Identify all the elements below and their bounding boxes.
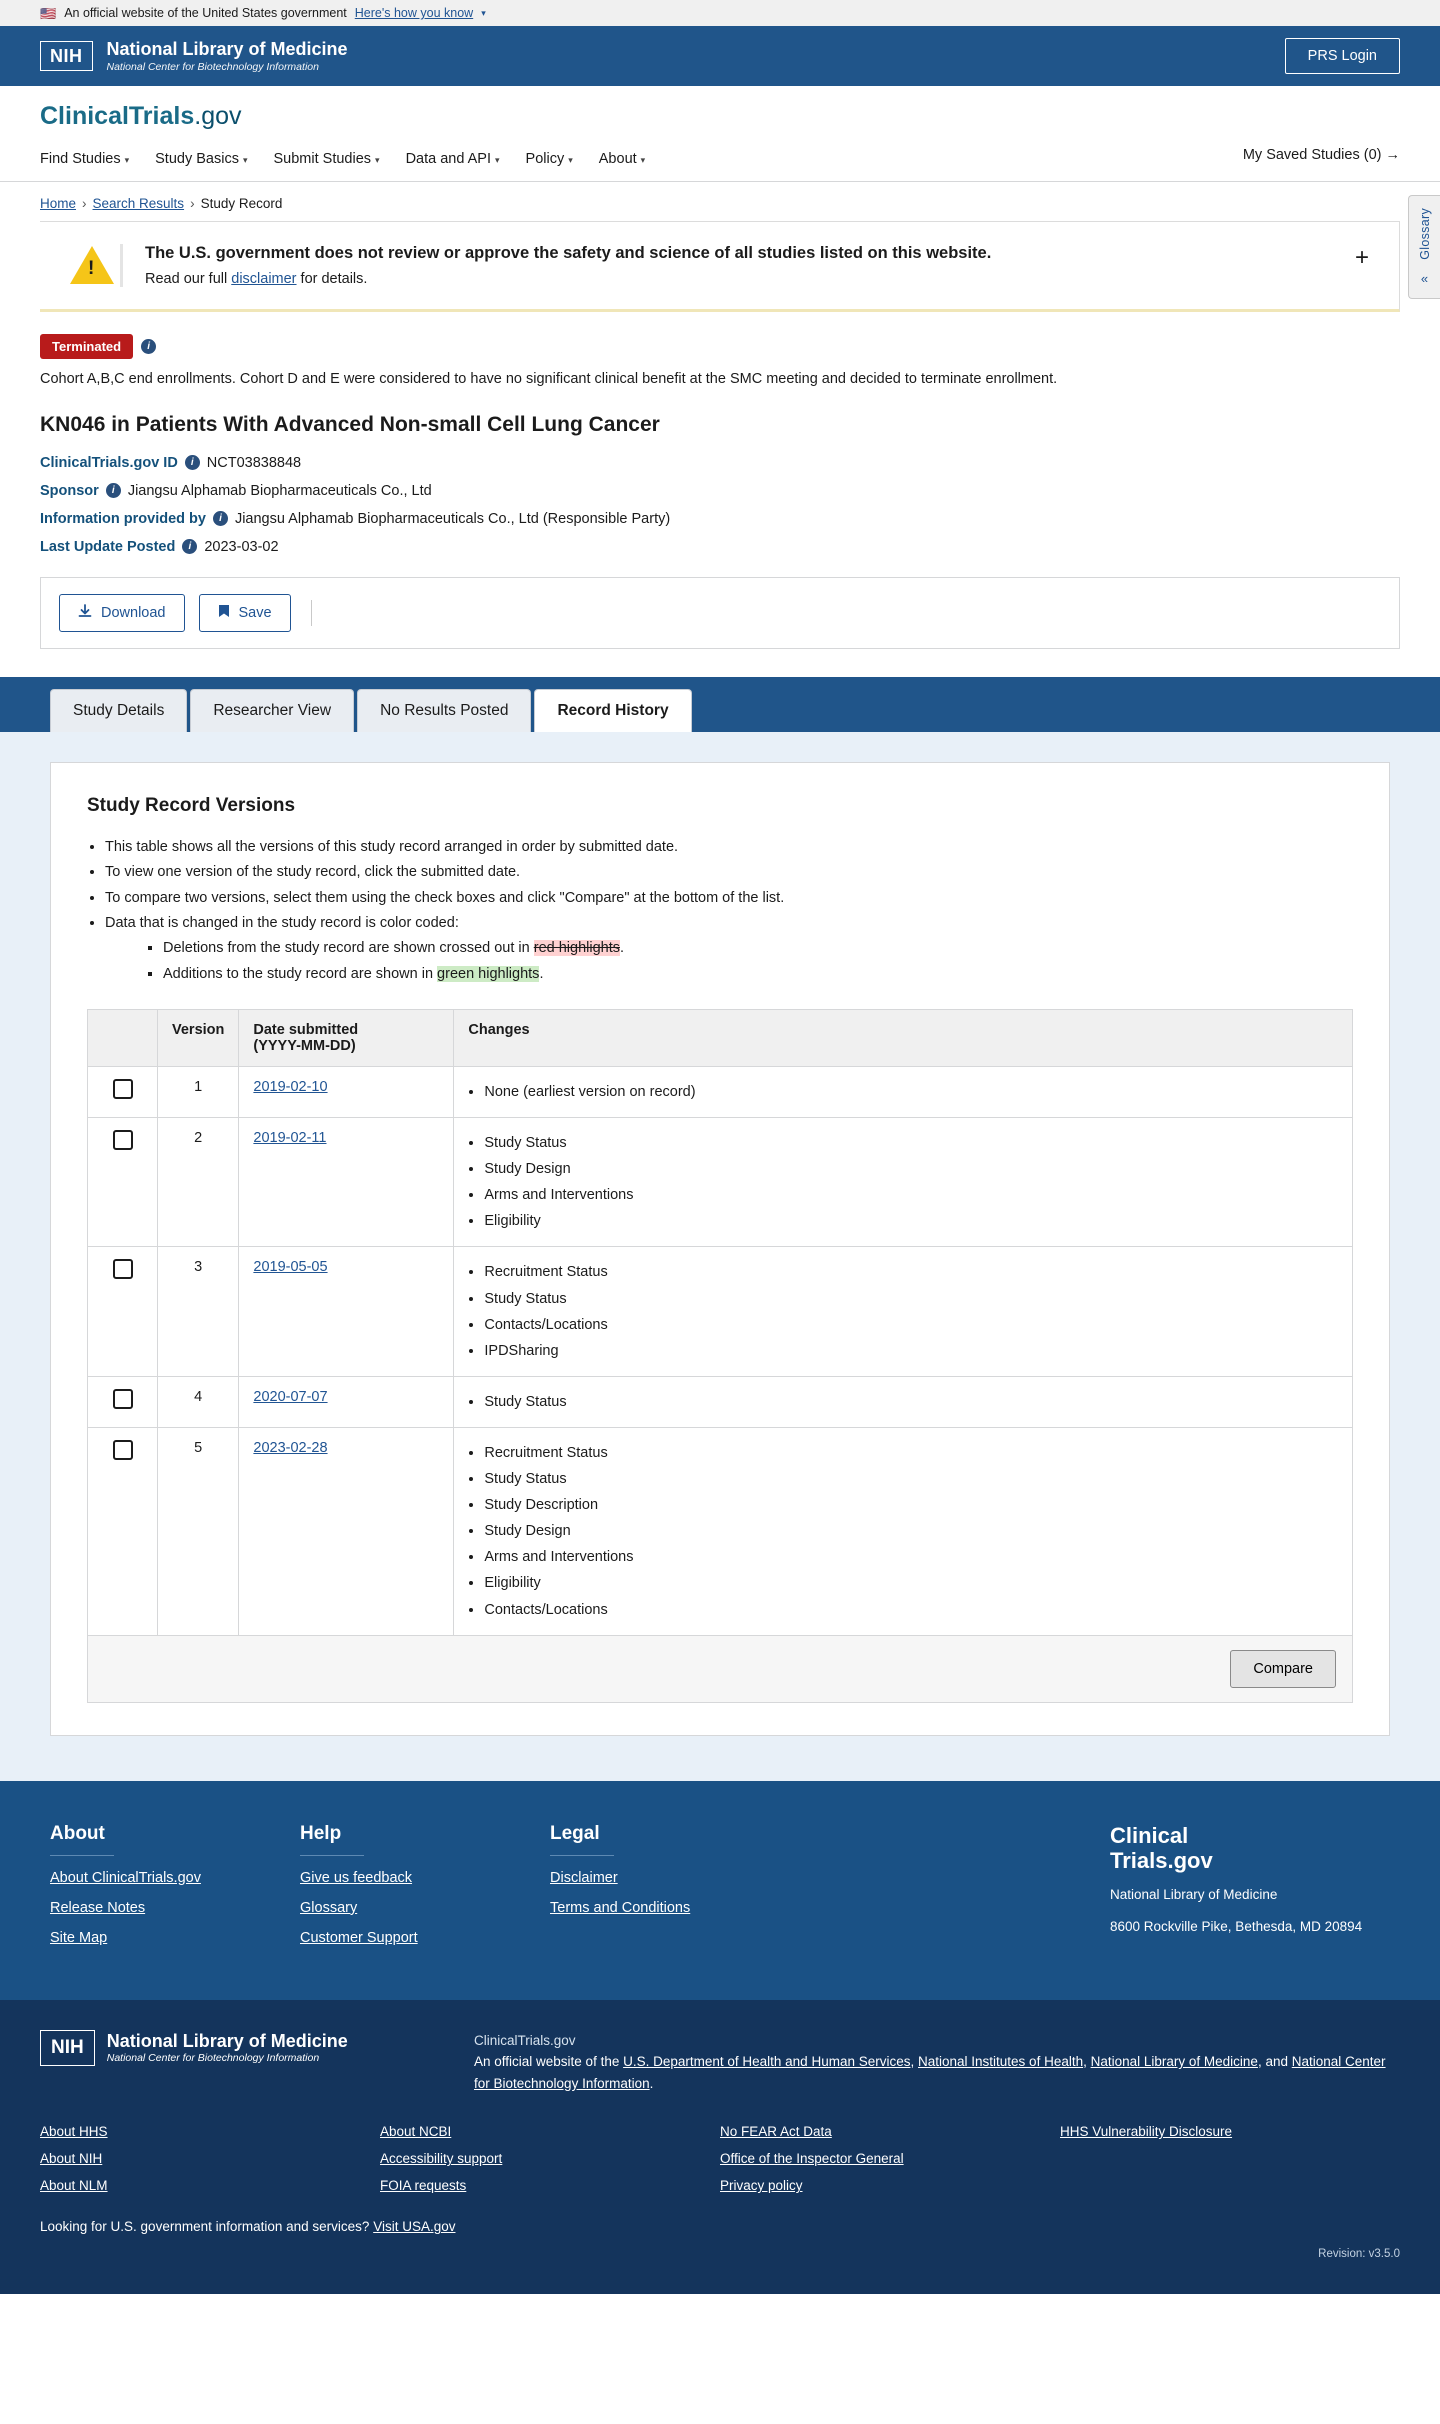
gov-banner bbox=[0, 0, 1440, 26]
version-date-link[interactable]: 2019-05-05 bbox=[253, 1259, 328, 1276]
row-date[interactable] bbox=[239, 1427, 454, 1635]
chevron-down-icon: ▾ bbox=[640, 155, 646, 165]
row-version: 4 bbox=[158, 1376, 239, 1427]
tab-bar bbox=[0, 677, 1440, 732]
row-version: 5 bbox=[158, 1427, 239, 1635]
footer-link-about-ncbi[interactable]: About NCBI bbox=[380, 2124, 452, 2140]
section-heading: Study Record Versions bbox=[87, 794, 296, 816]
changes-list bbox=[484, 1259, 1338, 1363]
info-icon[interactable]: i bbox=[182, 539, 197, 554]
nav-item-find-studies[interactable] bbox=[40, 143, 129, 181]
action-bar bbox=[40, 577, 1400, 649]
divider bbox=[50, 1855, 114, 1856]
footer-link-customer-support[interactable]: Customer Support bbox=[300, 1929, 418, 1946]
version-date-link[interactable]: 2019-02-10 bbox=[253, 1079, 328, 1095]
row-checkbox-cell[interactable] bbox=[88, 1427, 158, 1635]
disclaimer-link[interactable]: disclaimer bbox=[231, 271, 297, 287]
row-date[interactable] bbox=[239, 1247, 454, 1376]
green-highlight-sample: green highlights bbox=[437, 965, 540, 982]
version-checkbox[interactable] bbox=[113, 1389, 133, 1409]
nav-label: Data and API bbox=[405, 151, 492, 167]
gov-banner-text: An official website of the United States government bbox=[64, 6, 347, 20]
disclaimer-body bbox=[120, 244, 1349, 287]
footer-official-text bbox=[474, 2030, 1400, 2095]
tab-study-details[interactable]: Study Details bbox=[50, 689, 187, 732]
link-nih[interactable]: National Institutes of Health bbox=[918, 2054, 1084, 2070]
breadcrumb-search-results[interactable]: Search Results bbox=[92, 196, 185, 211]
change-item: • Study Status bbox=[484, 1130, 1338, 1156]
footer-column-legal bbox=[550, 1823, 800, 1960]
chevron-down-icon[interactable]: ▾ bbox=[481, 7, 486, 18]
meta-nct-id bbox=[40, 455, 1400, 471]
main-nav bbox=[40, 143, 645, 181]
compare-row bbox=[87, 1636, 1353, 1703]
divider bbox=[550, 1855, 614, 1856]
instruction-item: • This table shows all the versions of this study record arranged in order by submitted date. bbox=[105, 835, 1353, 860]
record-history-panel-wrap bbox=[0, 732, 1440, 1781]
row-version: 1 bbox=[158, 1067, 239, 1118]
footer-link-spacer bbox=[1060, 2178, 1400, 2193]
warning-icon bbox=[64, 244, 120, 284]
save-button[interactable] bbox=[199, 594, 291, 632]
save-label: Save bbox=[238, 604, 272, 621]
red-highlight-sample: red highlights bbox=[533, 940, 620, 957]
nav-item-data-and-api[interactable] bbox=[406, 143, 500, 181]
footer-column-help bbox=[300, 1823, 550, 1960]
change-item: • Arms and Interventions bbox=[484, 1544, 1338, 1570]
footer-link-about-clinicaltrials[interactable]: About ClinicalTrials.gov bbox=[50, 1869, 201, 1886]
deletion-suffix: . bbox=[619, 940, 625, 957]
footer-link-spacer bbox=[1060, 2151, 1400, 2166]
row-date[interactable] bbox=[239, 1376, 454, 1427]
footer-brand-line2: Trials.gov bbox=[1110, 1847, 1213, 1873]
change-item: • Eligibility bbox=[484, 1570, 1338, 1596]
chevron-down-icon: ▾ bbox=[375, 155, 380, 165]
info-icon[interactable]: i bbox=[185, 455, 200, 470]
row-changes bbox=[454, 1427, 1353, 1635]
nav-item-study-basics[interactable] bbox=[155, 143, 247, 181]
footer-link-about-nih[interactable]: About NIH bbox=[40, 2151, 103, 2167]
revision-label: Revision: v3.5.0 bbox=[1318, 2248, 1400, 2261]
footer-brand bbox=[1110, 1823, 1390, 1960]
nav-label: About bbox=[598, 151, 637, 167]
versions-table bbox=[87, 1009, 1353, 1636]
meta-value: NCT03838848 bbox=[206, 454, 302, 471]
change-item: • None (earliest version on record) bbox=[484, 1079, 1338, 1105]
header-date-line1: Date submitted bbox=[253, 1022, 359, 1038]
brand-suffix: .gov bbox=[194, 102, 242, 130]
table-row bbox=[88, 1376, 1353, 1427]
footer-link-disclaimer[interactable]: Disclaimer bbox=[550, 1869, 618, 1886]
nav-label: Submit Studies bbox=[273, 151, 372, 167]
disclaimer-banner bbox=[40, 221, 1400, 312]
change-item: • Study Design bbox=[484, 1518, 1338, 1544]
breadcrumb-current: Study Record bbox=[200, 196, 283, 211]
usagov-text: Looking for U.S. government information and services? bbox=[40, 2219, 370, 2235]
how-you-know-link[interactable]: Here's how you know bbox=[354, 6, 474, 20]
chevron-down-icon: ▾ bbox=[568, 155, 573, 165]
version-date-link[interactable]: 2020-07-07 bbox=[253, 1388, 328, 1405]
changes-list bbox=[484, 1440, 1338, 1623]
breadcrumb-home[interactable]: Home bbox=[40, 196, 77, 211]
instruction-text: Data that is changed in the study record is color coded: bbox=[105, 914, 459, 931]
change-item: • Study Status bbox=[484, 1389, 1338, 1415]
instruction-item bbox=[105, 911, 1353, 987]
row-checkbox-cell[interactable] bbox=[88, 1118, 158, 1247]
nav-label: Policy bbox=[525, 151, 565, 167]
row-checkbox-cell[interactable] bbox=[88, 1247, 158, 1376]
version-checkbox[interactable] bbox=[113, 1259, 133, 1279]
download-label: Download bbox=[101, 604, 166, 621]
nav-label: Study Basics bbox=[155, 151, 239, 167]
info-icon[interactable]: i bbox=[106, 483, 121, 498]
glossary-label: Glossary bbox=[1417, 208, 1432, 260]
footer-secondary-top bbox=[40, 2030, 1400, 2095]
glossary-side-tab[interactable] bbox=[1408, 195, 1440, 299]
nav-item-about[interactable] bbox=[599, 143, 645, 181]
row-changes bbox=[454, 1376, 1353, 1427]
instructions-list bbox=[105, 835, 1353, 987]
breadcrumb-sep: › bbox=[82, 196, 87, 211]
status-row bbox=[40, 334, 1400, 359]
nav-item-policy[interactable] bbox=[526, 143, 573, 181]
changes-list bbox=[484, 1079, 1338, 1105]
download-icon bbox=[78, 604, 92, 622]
addition-prefix: Additions to the study record are shown in bbox=[163, 965, 438, 982]
footer-column-about bbox=[50, 1823, 300, 1960]
footer-link-grid bbox=[40, 2124, 1400, 2193]
meta-information-provided-by bbox=[40, 511, 1400, 527]
tab-no-results-posted[interactable]: No Results Posted bbox=[357, 689, 531, 732]
nih-header bbox=[0, 26, 1440, 86]
meta-label: Last Update Posted bbox=[40, 538, 176, 555]
change-item: • Study Design bbox=[484, 1156, 1338, 1182]
nav-label: Find Studies bbox=[40, 151, 121, 167]
info-icon[interactable]: i bbox=[213, 511, 228, 526]
footer-column-title: About bbox=[50, 1822, 105, 1844]
row-date[interactable] bbox=[239, 1118, 454, 1247]
version-date-link[interactable]: 2023-02-28 bbox=[253, 1439, 328, 1456]
changes-list bbox=[484, 1389, 1338, 1415]
link-nlm[interactable]: National Library of Medicine bbox=[1090, 2054, 1258, 2070]
footer-primary bbox=[0, 1781, 1440, 2000]
version-checkbox[interactable] bbox=[113, 1440, 133, 1460]
usagov-row bbox=[40, 2219, 1400, 2234]
disclaimer-suffix: for details. bbox=[296, 271, 368, 287]
tab-researcher-view[interactable]: Researcher View bbox=[190, 689, 354, 732]
header-version: Version bbox=[158, 1010, 239, 1067]
disclaimer-prefix: Read our full bbox=[145, 271, 232, 287]
versions-table-body bbox=[88, 1067, 1353, 1636]
content bbox=[0, 221, 1440, 649]
footer-link-release-notes[interactable]: Release Notes bbox=[50, 1899, 146, 1916]
change-item: • Recruitment Status bbox=[484, 1259, 1338, 1285]
meta-label: Sponsor bbox=[40, 482, 99, 499]
nav-row bbox=[40, 143, 1400, 181]
nih-logo: NIH bbox=[40, 2030, 95, 2066]
header-date-line2: (YYYY-MM-DD) bbox=[253, 1038, 356, 1054]
nih-title: National Library of Medicine bbox=[106, 39, 348, 60]
compare-button[interactable]: Compare bbox=[1230, 1650, 1336, 1688]
meta-value: Jiangsu Alphamab Biopharmaceuticals Co., Ltd bbox=[127, 482, 432, 499]
usagov-link[interactable]: Visit USA.gov bbox=[373, 2219, 456, 2235]
footer-site-name: ClinicalTrials.gov bbox=[474, 2032, 576, 2048]
my-saved-studies-link[interactable]: My Saved Studies (0) → bbox=[1242, 147, 1400, 163]
row-changes bbox=[454, 1247, 1353, 1376]
table-row bbox=[88, 1118, 1353, 1247]
meta-label: ClinicalTrials.gov ID bbox=[40, 454, 178, 471]
divider bbox=[311, 600, 312, 626]
nih-logo: NIH bbox=[40, 41, 93, 71]
instruction-item: • To compare two versions, select them using the check boxes and click "Compare" at the bottom of the list. bbox=[105, 886, 1353, 911]
us-flag-icon: 🇺🇸 bbox=[40, 5, 57, 21]
change-item: • Arms and Interventions bbox=[484, 1182, 1338, 1208]
footer-column-title: Legal bbox=[550, 1822, 600, 1844]
header-date-submitted bbox=[239, 1010, 454, 1067]
version-date-link[interactable]: 2019-02-11 bbox=[253, 1130, 327, 1147]
header-checkbox bbox=[88, 1010, 158, 1067]
row-changes bbox=[454, 1118, 1353, 1247]
change-item: • Study Status bbox=[484, 1466, 1338, 1492]
footer-link-hhs-vulnerability[interactable]: HHS Vulnerability Disclosure bbox=[1060, 2124, 1233, 2140]
nlm-logo-group[interactable] bbox=[40, 2030, 440, 2066]
chevron-down-icon: ▾ bbox=[495, 155, 500, 165]
link-ncbi[interactable]: National Center for Biotechnology Information bbox=[474, 2054, 1386, 2091]
info-icon[interactable]: i bbox=[141, 339, 156, 354]
prs-login-button[interactable]: PRS Login bbox=[1285, 38, 1400, 74]
table-row bbox=[88, 1067, 1353, 1118]
change-item: • Contacts/Locations bbox=[484, 1597, 1338, 1623]
table-row bbox=[88, 1247, 1353, 1376]
meta-value: Jiangsu Alphamab Biopharmaceuticals Co., Ltd (Responsible Party) bbox=[234, 510, 671, 527]
bookmark-icon bbox=[218, 604, 230, 622]
official-prefix: An official website of the bbox=[474, 2054, 624, 2070]
collapse-icon[interactable]: « bbox=[1420, 270, 1429, 286]
divider bbox=[300, 1855, 364, 1856]
change-item: • Recruitment Status bbox=[484, 1440, 1338, 1466]
meta-sponsor bbox=[40, 483, 1400, 499]
change-item: • Study Status bbox=[484, 1286, 1338, 1312]
footer-secondary bbox=[0, 2000, 1440, 2295]
link-hhs[interactable]: U.S. Department of Health and Human Services bbox=[623, 2054, 911, 2070]
footer-link-accessibility[interactable]: Accessibility support bbox=[380, 2151, 503, 2167]
change-item: • Contacts/Locations bbox=[484, 1312, 1338, 1338]
meta-last-update-posted bbox=[40, 539, 1400, 555]
download-button[interactable] bbox=[59, 594, 185, 632]
color-key-additions bbox=[163, 962, 1353, 987]
version-checkbox[interactable] bbox=[113, 1079, 133, 1099]
nih-brand[interactable] bbox=[40, 39, 348, 73]
footer-link-inspector-general[interactable]: Office of the Inspector General bbox=[720, 2151, 904, 2167]
nav-item-submit-studies[interactable] bbox=[274, 143, 380, 181]
meta-label: Information provided by bbox=[40, 510, 206, 527]
status-badge: Terminated bbox=[40, 334, 133, 359]
nih-subtitle: National Center for Biotechnology Information bbox=[106, 60, 319, 73]
change-item: • Eligibility bbox=[484, 1208, 1338, 1234]
chevron-down-icon: ▾ bbox=[242, 155, 248, 165]
footer-link-foia[interactable]: FOIA requests bbox=[380, 2178, 467, 2194]
change-item: • IPDSharing bbox=[484, 1338, 1338, 1364]
row-changes bbox=[454, 1067, 1353, 1118]
row-checkbox-cell[interactable] bbox=[88, 1376, 158, 1427]
row-checkbox-cell[interactable] bbox=[88, 1067, 158, 1118]
page-title: KN046 in Patients With Advanced Non-small Cell Lung Cancer bbox=[40, 412, 660, 436]
nlm-title: National Library of Medicine bbox=[106, 2031, 348, 2052]
expand-icon[interactable]: + bbox=[1354, 244, 1369, 271]
breadcrumb-sep: › bbox=[190, 196, 195, 211]
meta-value: 2023-03-02 bbox=[204, 538, 279, 555]
row-date[interactable] bbox=[239, 1067, 454, 1118]
footer-official-line: An official website of the U.S. Department of Health and Human Services, National Institutes of Health, National Library of Medicine, and National Center for Biotechnology Information. bbox=[474, 2054, 1386, 2091]
addition-suffix: . bbox=[539, 965, 544, 982]
footer-link-about-nlm[interactable]: About NLM bbox=[40, 2178, 108, 2194]
row-version: 2 bbox=[158, 1118, 239, 1247]
deletion-prefix: Deletions from the study record are shown crossed out in bbox=[163, 940, 534, 957]
instruction-item: • To view one version of the study record, click the submitted date. bbox=[105, 860, 1353, 885]
nlm-subtitle: National Center for Biotechnology Information bbox=[106, 2052, 320, 2065]
footer-link-glossary[interactable]: Glossary bbox=[300, 1899, 358, 1916]
row-version: 3 bbox=[158, 1247, 239, 1376]
footer-brand-org: National Library of Medicine bbox=[1110, 1887, 1278, 1903]
footer-column-title: Help bbox=[300, 1822, 342, 1844]
tab-record-history[interactable]: Record History bbox=[534, 689, 691, 732]
table-header-row bbox=[88, 1010, 1353, 1067]
record-history-panel bbox=[50, 762, 1390, 1736]
official-and: and bbox=[1265, 2054, 1292, 2070]
footer-link-about-hhs[interactable]: About HHS bbox=[40, 2124, 108, 2140]
breadcrumb bbox=[0, 182, 1440, 221]
color-key-list bbox=[123, 936, 1353, 987]
chevron-down-icon: ▾ bbox=[124, 155, 130, 165]
site-header bbox=[0, 86, 1440, 182]
site-brand[interactable] bbox=[40, 102, 1400, 131]
change-item: • Study Description bbox=[484, 1492, 1338, 1518]
footer-link-give-feedback[interactable]: Give us feedback bbox=[300, 1869, 413, 1886]
changes-list bbox=[484, 1130, 1338, 1234]
termination-note: Cohort A,B,C end enrollments. Cohort D and E were considered to have no significant clinical benefit at the SMC meeting and decided to terminate enrollment. bbox=[40, 371, 1058, 387]
footer-link-no-fear-act[interactable]: No FEAR Act Data bbox=[720, 2124, 832, 2140]
versions-table-head bbox=[88, 1010, 1353, 1067]
disclaimer-subtext bbox=[145, 271, 1349, 287]
footer-link-privacy-policy[interactable]: Privacy policy bbox=[720, 2178, 803, 2194]
footer-link-terms-conditions[interactable]: Terms and Conditions bbox=[550, 1899, 691, 1916]
brand-main: ClinicalTrials bbox=[40, 102, 195, 130]
version-checkbox[interactable] bbox=[113, 1130, 133, 1150]
official-end: . bbox=[649, 2075, 654, 2091]
color-key-deletions bbox=[163, 936, 1353, 961]
footer-link-site-map[interactable]: Site Map bbox=[50, 1929, 108, 1946]
footer-brand-line1: Clinical bbox=[1110, 1822, 1189, 1848]
header-changes: Changes bbox=[454, 1010, 1353, 1067]
footer-brand-address: 8600 Rockville Pike, Bethesda, MD 20894 bbox=[1110, 1919, 1363, 1935]
disclaimer-title: The U.S. government does not review or approve the safety and science of all studies listed on this website. bbox=[145, 244, 992, 262]
table-row bbox=[88, 1427, 1353, 1635]
